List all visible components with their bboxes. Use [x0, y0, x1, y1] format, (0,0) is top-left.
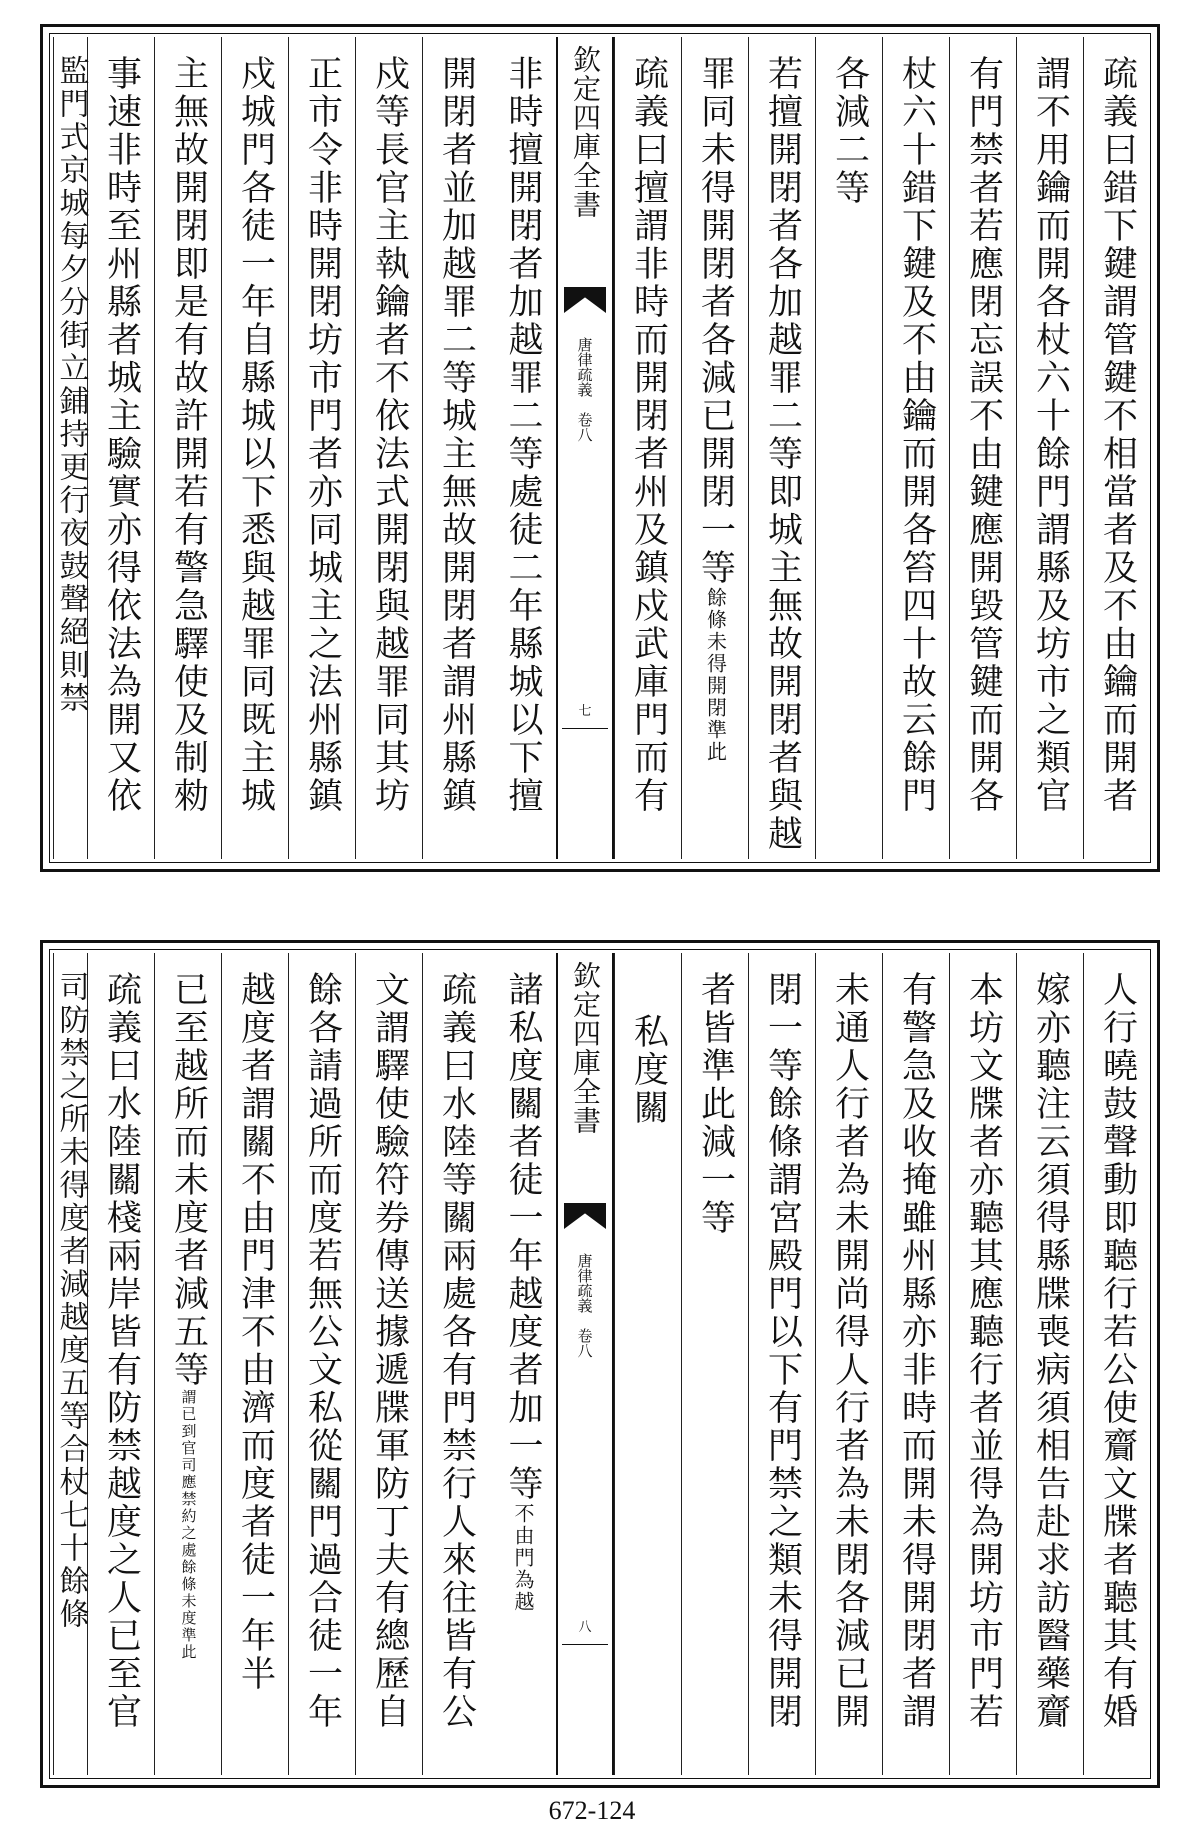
text-column: 主無故開閉即是有故許開若有警急驛使及制勑 [154, 37, 221, 859]
text-column: 司防禁之所未得度者減越度五等合杖七十餘條 [53, 953, 87, 1775]
spine-divider [562, 1644, 608, 1645]
chapter-label: 唐律疏義 卷八 [575, 337, 594, 442]
top-page [40, 24, 1160, 872]
text-column: 有警急及收掩雖州縣亦非時而開未得開閉者謂 [882, 953, 949, 1775]
text-column: 非時擅開閉者加越罪二等處徒二年縣城以下擅 [503, 55, 543, 815]
fishtail-mark-icon [564, 1203, 606, 1229]
fishtail-mark-icon [564, 287, 606, 313]
text-column: 疏義曰擅謂非時而開閉者州及鎮戍武庫門而有 [614, 37, 681, 859]
text-column: 餘各請過所而度若無公文私從關門過合徒一年 [288, 953, 355, 1775]
text-column: 諸私度關者徒一年越度者加一等不由門為越 [503, 971, 543, 1613]
fold-spine [556, 953, 614, 1775]
text-column: 閉一等餘條謂宮殿門以下有門禁之類未得開閉 [748, 953, 815, 1775]
text-column: 罪同未得開閉者各減已開閉一等餘條未得開閉準此 [681, 37, 748, 859]
text-column: 謂不用鑰而開各杖六十餘門謂縣及坊市之類官 [1016, 37, 1083, 859]
section-heading: 私度關 [628, 1013, 669, 1127]
text-column: 若擅開閉者各加越罪二等即城主無故開閉者與越 [748, 37, 815, 859]
text-column: 有門禁者若應閉忘誤不由鍵應開毀管鍵而開各 [949, 37, 1016, 859]
text-column: 越度者謂關不由門津不由濟而度者徒一年半 [221, 953, 288, 1775]
annotation-note: 餘條未得開閉準此 [703, 587, 728, 763]
text-column: 文謂驛使驗符券傳送據遞牒軍防丁夫有總歷自 [355, 953, 422, 1775]
text-column: 疏義曰水陸等關兩處各有門禁行人來往皆有公 [422, 953, 489, 1775]
text-column: 杖六十錯下鍵及不由鑰而開各笞四十故云餘門 [882, 37, 949, 859]
text-column: 者皆準此減一等 [681, 953, 748, 1775]
text-column: 正市令非時開閉坊市門者亦同城主之法州縣鎮 [288, 37, 355, 859]
text-column: 疏義曰水陸關棧兩岸皆有防禁越度之人已至官 [87, 953, 154, 1775]
text-column: 戍等長官主執鑰者不依法式開閉與越罪同其坊 [355, 37, 422, 859]
text-column: 未通人行者為未開尚得人行者為未閉各減已開 [815, 953, 882, 1775]
book-title: 欽定四庫全書 [569, 961, 602, 1135]
text-column: 疏義曰錯下鍵謂管鍵不相當者及不由鑰而開者 [1083, 37, 1150, 859]
text-column: 嫁亦聽注云須得縣牒喪病須相告赴求訪醫藥齎 [1016, 953, 1083, 1775]
leaf-number: 八 [578, 1620, 592, 1635]
chapter-label: 唐律疏義 卷八 [575, 1253, 594, 1358]
text-column: 已至越所而未度者減五等謂已到官司應禁約之處餘條未度準此 [154, 953, 221, 1775]
bottom-page [40, 940, 1160, 1788]
annotation-note: 不由門為越 [511, 1503, 535, 1613]
text-column: 人行曉鼓聲動即聽行若公使齎文牒者聽其有婚 [1083, 953, 1150, 1775]
text-column: 監門式京城每夕分街立鋪持更行夜鼓聲絕則禁 [53, 37, 87, 859]
text-column: 開閉者並加越罪二等城主無故開閉者謂州縣鎮 [422, 37, 489, 859]
text-column: 事速非時至州縣者城主驗實亦得依法為開又依 [87, 37, 154, 859]
book-title: 欽定四庫全書 [569, 45, 602, 219]
text-column: 戍城門各徒一年自縣城以下悉與越罪同既主城 [221, 37, 288, 859]
page-number: 672-124 [548, 1796, 636, 1825]
section-heading-column [614, 953, 681, 1775]
spine-divider [562, 728, 608, 729]
fold-spine [556, 37, 614, 859]
text-column: 本坊文牒者亦聽其應聽行者並得為開坊市門若 [949, 953, 1016, 1775]
annotation-note: 謂已到官司應禁約之處餘條未度準此 [179, 1389, 198, 1661]
leaf-number: 七 [578, 704, 592, 719]
text-column: 各減二等 [815, 37, 882, 859]
